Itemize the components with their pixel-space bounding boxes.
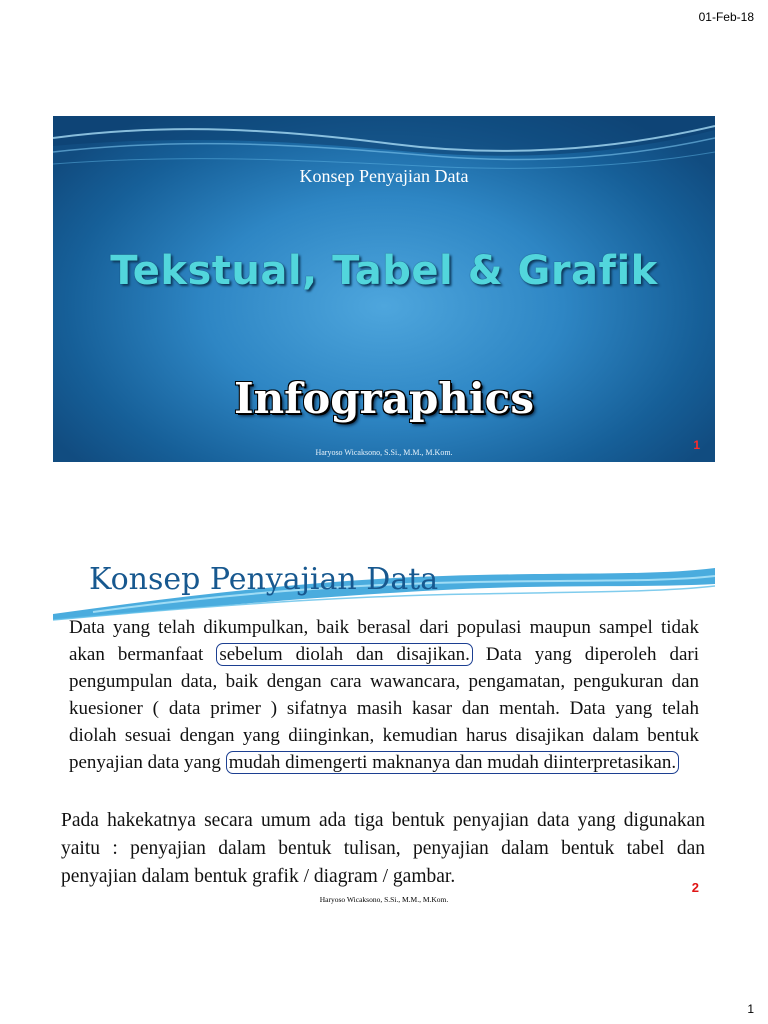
- slide-2-content: [53, 562, 715, 908]
- slide-author: Haryoso Wicaksono, S.Si., M.M., M.Kom.: [319, 895, 449, 904]
- paragraph-2: Pada hakekatnya secara umum ada tiga bentuk penyajian data yang digunakan yaitu : penyajian dalam bentuk tulisan, penyajian dalam bentuk tabel dan penyajian dalam bentuk grafik / diagram / gambar.: [61, 810, 705, 887]
- slide-heading: Konsep Penyajian Data: [89, 562, 439, 597]
- slide-number: 1: [693, 438, 700, 452]
- paragraph-line: Data yang telah dikumpulkan, baik berasal dari populasi maupun sampel tidak: [69, 617, 699, 638]
- paragraph-line: diolah sesuai dengan yang diinginkan, kemudian harus disajikan dalam bentuk: [69, 725, 699, 746]
- page-number: 1: [747, 1002, 754, 1016]
- paragraph-text: akan bermanfaat: [69, 644, 204, 665]
- paragraph-line: [69, 641, 699, 668]
- paragraph-line: kuesioner ( data primer ) sifatnya masih kasar dan mentah. Data yang telah: [69, 698, 699, 719]
- paragraph-text: penyajian data yang: [69, 752, 221, 773]
- highlight-box: sebelum diolah dan disajikan.: [216, 643, 473, 666]
- paragraph-text: Data yang diperoleh dari: [485, 644, 699, 665]
- slide-number: 2: [691, 880, 699, 895]
- slide-author: Haryoso Wicaksono, S.Si., M.M., M.Kom.: [315, 448, 453, 457]
- slide-title: Tekstual, Tabel & Grafik: [110, 248, 658, 294]
- highlight-box: mudah dimengerti maknanya dan mudah diinterpretasikan.: [226, 751, 679, 774]
- paragraph-line: [69, 749, 699, 776]
- slide-subtitle: Konsep Penyajian Data: [299, 166, 469, 186]
- page-date: 01-Feb-18: [698, 10, 754, 24]
- paragraph-line: pengumpulan data, baik dengan cara wawancara, pengamatan, pengukuran dan: [69, 671, 699, 692]
- slide-infographics-title: Infographics: [233, 374, 535, 423]
- slide-1-title: [53, 116, 715, 462]
- paragraph-1: [69, 614, 699, 824]
